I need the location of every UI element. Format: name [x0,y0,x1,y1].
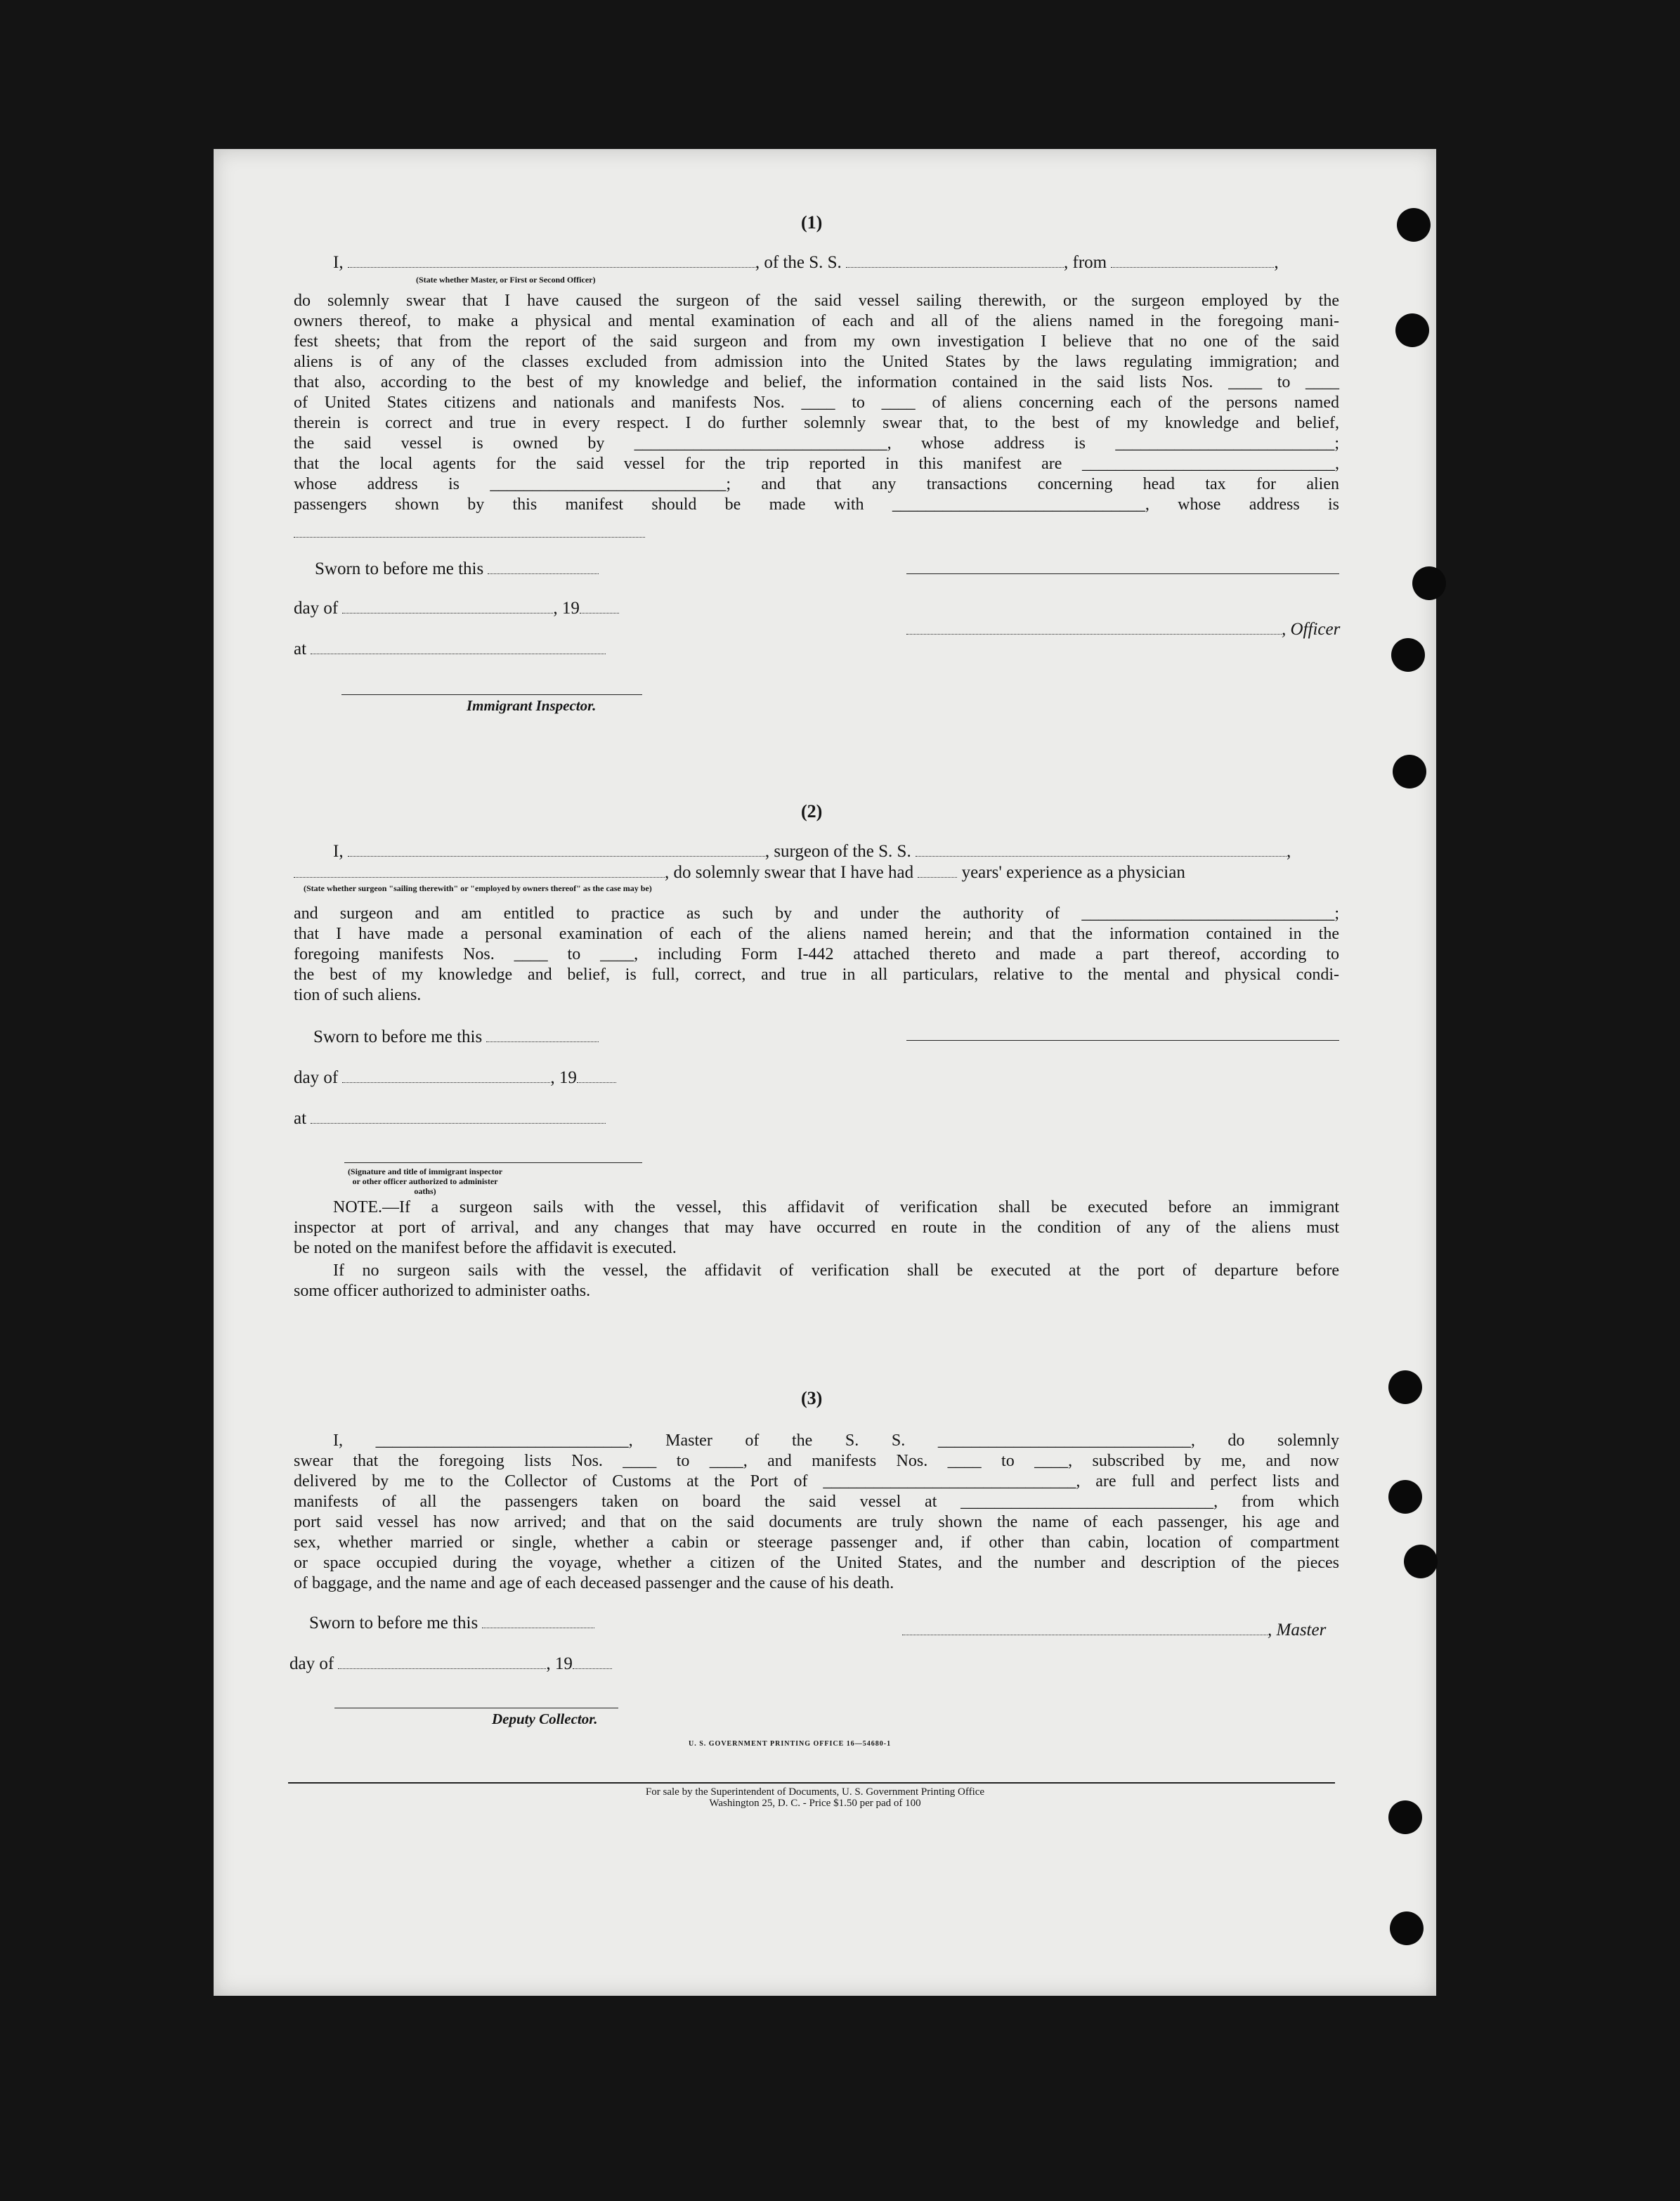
s2-sworn-field[interactable] [486,1039,599,1042]
s2-comma: , [1286,842,1291,861]
s2-dayof-label: day of [294,1068,339,1087]
s3-sworn [309,1614,594,1633]
s2-swear: , do solemnly swear that I have had [665,863,914,882]
s3-body-line: delivered by me to the Collector of Customs at the Port of ______________________________, are full and perfect lists and [294,1472,1339,1491]
s2-at-label: at [294,1109,307,1128]
s2-day-field[interactable] [342,1079,550,1083]
s1-sig-line[interactable] [906,573,1339,574]
s1-vessel-field[interactable] [846,264,1064,268]
s2-note-line: some officer authorized to administer oaths. [294,1282,591,1300]
s1-day-field[interactable] [342,610,553,613]
s1-dayof [294,599,619,618]
s1-officer-sig-field[interactable] [906,631,1282,635]
s3-body-line: port said vessel has now arrived; and that on the said documents are truly shown the name of each passenger, his age and [294,1513,1339,1531]
s1-body-line: fest sheets; that from the report of the said surgeon and from my own investigation I believe that no one of the said [294,332,1339,351]
s2-sworn-label: Sworn to before me this [313,1027,483,1046]
s1-body-line: owners thereof, to make a physical and mental examination of each and all of the aliens named in the foregoing mani- [294,312,1339,330]
s2-surgeon-of: , surgeon of the S. S. [764,842,911,861]
s2-body-line: the best of my knowledge and belief, is full, correct, and true in all particulars, relative to the mental and physical condi- [294,966,1339,984]
footer-rule [288,1782,1335,1784]
s1-i: I, [333,253,344,272]
s3-day-field[interactable] [338,1666,546,1669]
sale-line-2: Washington 25, D. C. - Price $1.50 per pad of 100 [709,1798,921,1809]
s1-from-field[interactable] [1111,264,1274,268]
s2-body-line: that I have made a personal examination of each of the aliens named herein; and that the information contained in the [294,925,1339,943]
s1-of-ss: , of the S. S. [755,253,842,272]
sale-line-1: For sale by the Superintendent of Documents, U. S. Government Printing Office [645,1786,985,1798]
s3-dayof [289,1654,612,1674]
s2-sig-left-line[interactable] [344,1162,642,1163]
s1-body-line: that the local agents for the said vessel for the trip reported in this manifest are ______________________________, [294,455,1339,473]
s3-master-label: , Master [1268,1621,1327,1640]
s3-sworn-label: Sworn to before me this [309,1614,478,1632]
s2-note-line: be noted on the manifest before the affidavit is executed. [294,1239,677,1257]
s3-deputy-caption: Deputy Collector. [492,1710,598,1727]
s2-sworn [313,1027,599,1047]
s1-at-field[interactable] [311,651,606,654]
s2-sig-right-line[interactable] [906,1040,1339,1041]
s2-year-field[interactable] [577,1079,616,1083]
s2-at [294,1109,606,1129]
s1-officer-sig [906,620,1340,639]
s1-inspector-caption: Immigrant Inspector. [467,697,597,714]
gpo-imprint: U. S. GOVERNMENT PRINTING OFFICE 16—54680-1 [689,1740,892,1748]
s2-i: I, [333,842,344,861]
s2-body-line: and surgeon and am entitled to practice as such by and under the authority of ______________________________; [294,904,1339,923]
s2-body-line: foregoing manifests Nos. ____ to ____, including Form I-442 attached thereto and made a part thereof, according to [294,945,1339,963]
s2-first-line [333,842,1291,862]
section-1-heading: (1) [801,212,823,233]
s2-19: , 19 [550,1068,577,1087]
s2-note-line: inspector at port of arrival, and any changes that may have occurred en route in the condition of any of the aliens must [294,1219,1339,1237]
s1-officer-label: , Officer [1282,620,1341,639]
s1-last-blank [294,523,645,543]
s1-body-line: the said vessel is owned by ______________________________, whose address is __________________________; [294,434,1339,453]
s2-note-line: If no surgeon sails with the vessel, the affidavit of verification shall be executed at the port of departure before [333,1261,1339,1280]
s3-19: , 19 [546,1654,573,1673]
s3-body-line: sex, whether married or single, whether a cabin or steerage passenger and, if other than cabin, location of compartment [294,1533,1339,1552]
punch-hole [1412,566,1446,600]
s2-caption: (State whether surgeon "sailing therewith" or "employed by owners thereof" as the case may be) [304,883,652,893]
s1-at-label: at [294,639,307,658]
s1-body-line: aliens is of any of the classes excluded from admission into the United States by the laws regulating immigration; and [294,353,1339,371]
s1-first-line [333,253,1279,273]
s2-experience: years' experience as a physician [961,863,1185,882]
s1-body-line: whose address is ____________________________; and that any transactions concerning head tax for alien [294,475,1339,493]
s3-body-line: of baggage, and the name and age of each deceased passenger and the cause of his death. [294,1574,894,1592]
s1-address-field[interactable] [294,534,645,538]
s3-dayof-label: day of [289,1654,334,1673]
s2-second-line [294,863,1185,883]
punch-hole [1388,1480,1422,1514]
s1-body-line: of United States citizens and nationals and manifests Nos. ____ to ____ of aliens concerning each of the persons named [294,394,1339,412]
s1-inspector-line[interactable] [341,694,642,695]
s1-from: , from [1064,253,1107,272]
s2-body-line: tion of such aliens. [294,986,422,1004]
s3-year-field[interactable] [573,1666,612,1669]
punch-hole [1391,638,1425,672]
punch-hole [1404,1545,1438,1578]
punch-hole [1388,1800,1422,1834]
s2-dayof [294,1068,616,1088]
s1-at [294,639,606,659]
punch-hole [1388,1370,1422,1404]
s2-status-field[interactable] [294,874,665,878]
s1-comma: , [1274,253,1279,272]
s1-sworn-field[interactable] [488,571,599,574]
s1-19: , 19 [553,599,580,618]
s1-sworn [315,559,599,579]
s2-vessel-field[interactable] [916,853,1287,857]
s1-body-line: passengers shown by this manifest should be made with ______________________________, whose address is [294,495,1339,514]
s2-note-line: NOTE.—If a surgeon sails with the vessel, this affidavit of verification shall be executed before an immigrant [333,1198,1339,1216]
s1-sworn-label: Sworn to before me this [315,559,484,578]
s3-body-line: or space occupied during the voyage, whether a citizen of the United States, and the number and description of the pieces [294,1554,1339,1572]
section-2-heading: (2) [801,801,823,822]
s3-master-sig [902,1621,1326,1640]
punch-hole [1393,755,1426,788]
s2-surgeon-field[interactable] [348,853,765,857]
s1-body-line: do solemnly swear that I have caused the surgeon of the said vessel sailing therewith, or the surgeon employed by the [294,292,1339,310]
s1-year-field[interactable] [580,610,619,613]
punch-hole [1395,313,1429,347]
punch-hole [1390,1911,1424,1945]
s1-body-line: that also, according to the best of my knowledge and belief, the information contained in the said lists Nos. ____ to ____ [294,373,1339,391]
s1-dayof-label: day of [294,599,339,618]
s3-sworn-field[interactable] [482,1625,594,1628]
s3-body-line: manifests of all the passengers taken on board the said vessel at ______________________________, from which [294,1493,1339,1511]
s2-at-field[interactable] [311,1120,606,1124]
s2-years-field[interactable] [918,874,957,878]
s1-caption: (State whether Master, or First or Second Officer) [416,275,596,285]
section-3-heading: (3) [801,1388,823,1408]
s3-body-line: I, ______________________________, Master of the S. S. ______________________________, do solemnly [333,1431,1339,1450]
punch-hole [1397,208,1431,242]
s1-officer-field[interactable] [348,264,755,268]
s3-body-line: swear that the foregoing lists Nos. ____ to ____, and manifests Nos. ____ to ____, subscribed by me, and now [294,1452,1339,1470]
s3-master-sig-field[interactable] [902,1632,1268,1635]
s1-body-line: therein is correct and true in every respect. I do further solemnly swear that, to the best of my knowledge and belief, [294,414,1339,432]
s2-sig-caption: (Signature and title of immigrant inspector or other officer authorized to administer oaths) [347,1167,503,1196]
